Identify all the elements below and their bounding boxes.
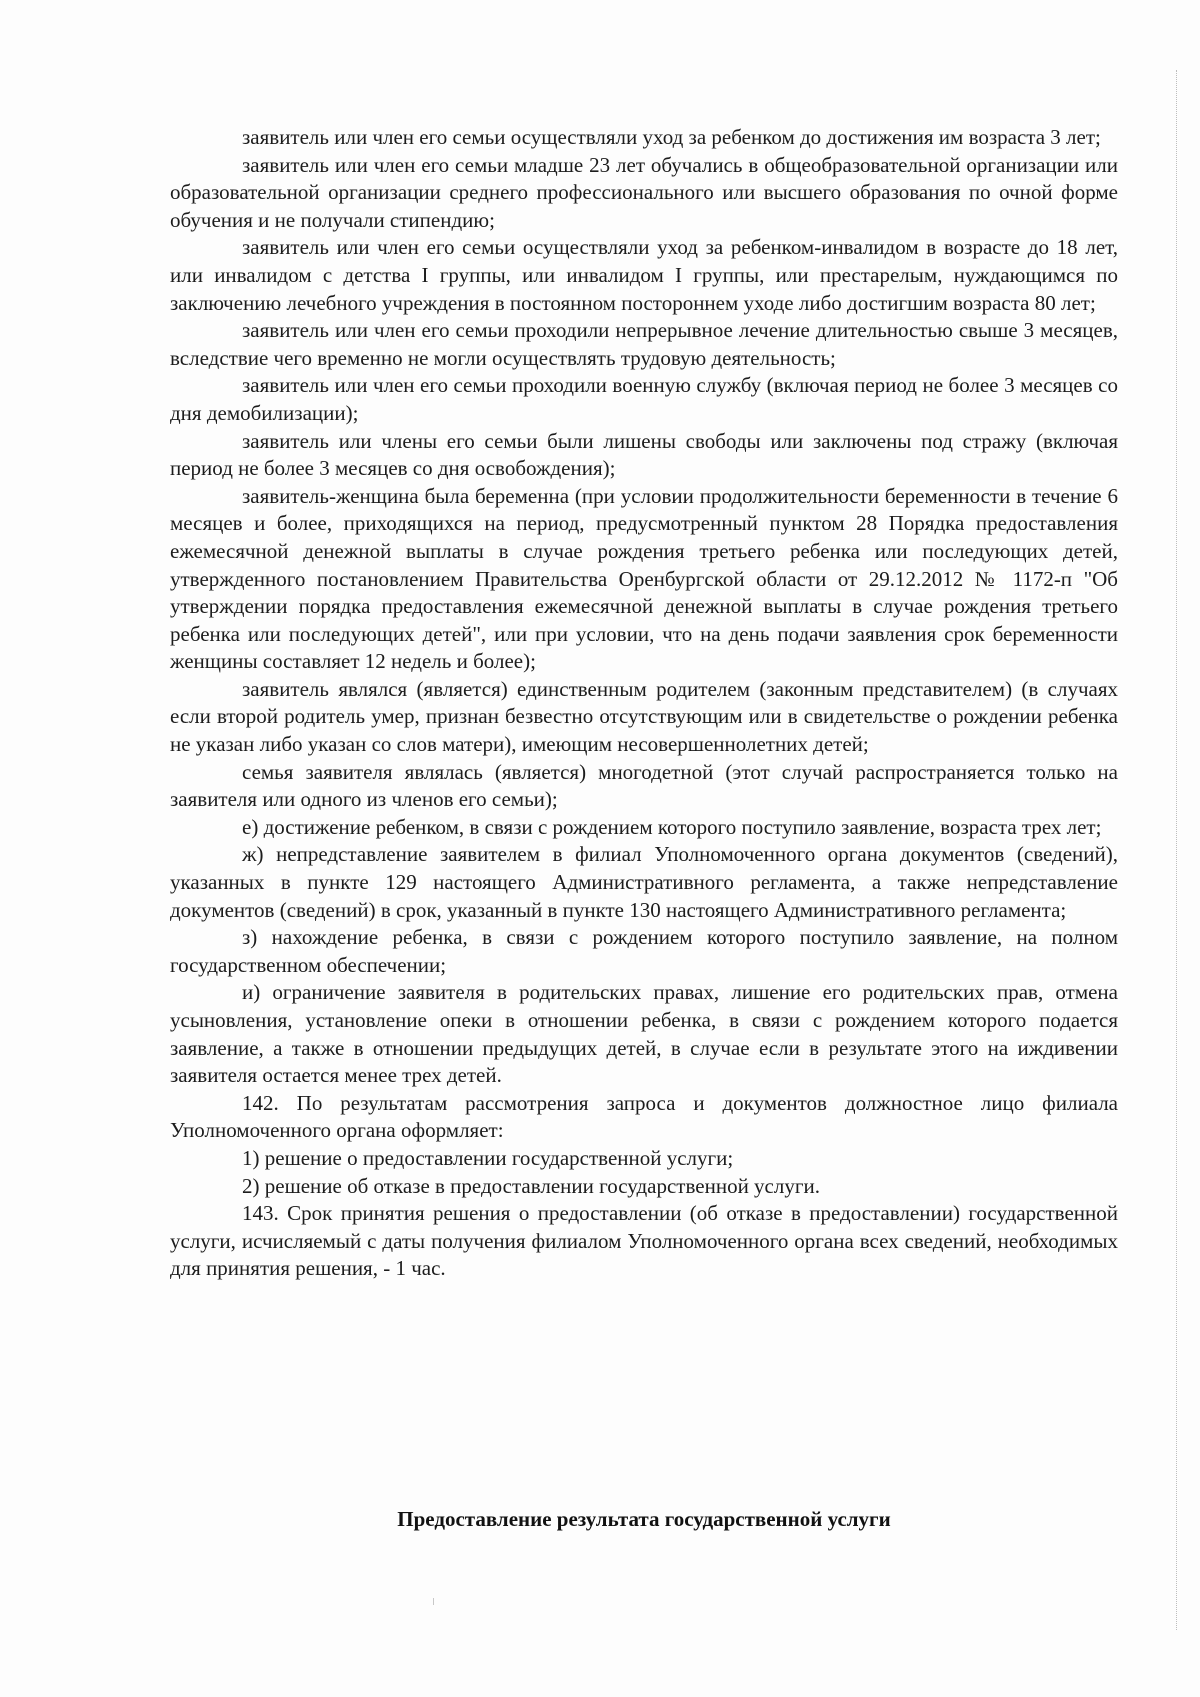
paragraph-3: заявитель или член его семьи осуществляли уход за ребенком-инвалидом в возрасте до 18 лет, или инвалидом с детства I группы, или инвалидом I группы, или престарелым, нуждающимся по заключению лечебного учреждения в постоянном постороннем уходе либо достигшим возраста 80 лет; [170, 235, 1118, 315]
paragraph-8: заявитель являлся (является) единственным родителем (законным представителем) (в случаях если второй родитель умер, признан безвестно отсутствующим или в свидетельстве о рождении ребенка не указан либо указан со слов матери), имеющим несовершеннолетних детей; [170, 676, 1118, 757]
paragraph-14: 142. По результатам рассмотрения запроса и документов должностное лицо филиала Уполномоченного органа оформляет: [170, 1090, 1118, 1143]
section-heading: Предоставление результата государственной услуги [397, 1507, 891, 1531]
paragraph-13: и) ограничение заявителя в родительских правах, лишение его родительских прав, отмена усыновления, установление опеки в отношении ребенка, в связи с рождением которого подается заявление, а также в отношении предыдущих детей, в случае если в результате этого на иждивении заявителя остается менее трех детей. [170, 980, 1118, 1088]
paragraph-10: е) достижение ребенком, в связи с рождением которого поступило заявление, возраста трех лет; [242, 814, 1102, 839]
paragraph-17: 143. Срок принятия решения о предоставлении (об отказе в предоставлении) государственной услуги, исчисляемый с даты получения филиалом Уполномоченного органа всех сведений, необходимых для принятия решения, - 1 час. [170, 1201, 1118, 1281]
paragraph-12: з) нахождение ребенка, в связи с рождением которого поступило заявление, на полном государственном обеспечении; [170, 925, 1118, 977]
paragraph-16: 2) решение об отказе в предоставлении государственной услуги. [242, 1173, 820, 1198]
scan-speck [433, 1598, 434, 1605]
paragraph-1: заявитель или член его семьи осуществляли уход за ребенком до достижения им возраста 3 лет; [242, 125, 1101, 149]
paragraph-6: заявитель или члены его семьи были лишены свободы или заключены под стражу (включая период не более 3 месяцев со дня освобождения); [170, 428, 1118, 481]
paragraph-4: заявитель или член его семьи проходили непрерывное лечение длительностью свыше 3 месяцев, вследствие чего временно не могли осуществлять трудовую деятельность; [170, 318, 1118, 370]
paragraph-5: заявитель или член его семьи проходили военную службу (включая период не более 3 месяцев со дня демобилизации); [170, 373, 1118, 425]
paragraph-9: семья заявителя являлась (является) многодетной (этот случай распространяется только на заявителя или одного из членов его семьи); [170, 759, 1118, 812]
paragraph-11: ж) непредставление заявителем в филиал Уполномоченного органа документов (сведений), указанных в пункте 129 настоящего Административного регламента, а также непредставление документов (сведений) в срок, указанный в пункте 130 настоящего Административного регламента; [170, 842, 1118, 922]
scan-edge-line [1176, 70, 1177, 1630]
document-body [170, 124, 1118, 1283]
paragraph-7: заявитель-женщина была беременна (при условии продолжительности беременности в течение 6 месяцев и более, приходящихся на период, предусмотренный пунктом 28 Порядка предоставления ежемесячной денежной выплаты в случае рождения третьего ребенка или последующих детей, утвержденного постановлением Правительства Оренбургской области от 29.12.2012 № 1172-п "Об утверждении порядка предоставления ежемесячной денежной выплаты в случае рождения третьего ребенка или последующих детей", или при условии, что на день подачи заявления срок беременности женщины составляет 12 недель и более); [170, 483, 1118, 674]
paragraph-15: 1) решение о предоставлении государственной услуги; [242, 1145, 734, 1170]
paragraph-2: заявитель или член его семьи младше 23 лет обучались в общеобразовательной организации или образовательной организации среднего профессионального или высшего образования по очной форме обучения и не получали стипендию; [170, 152, 1118, 232]
